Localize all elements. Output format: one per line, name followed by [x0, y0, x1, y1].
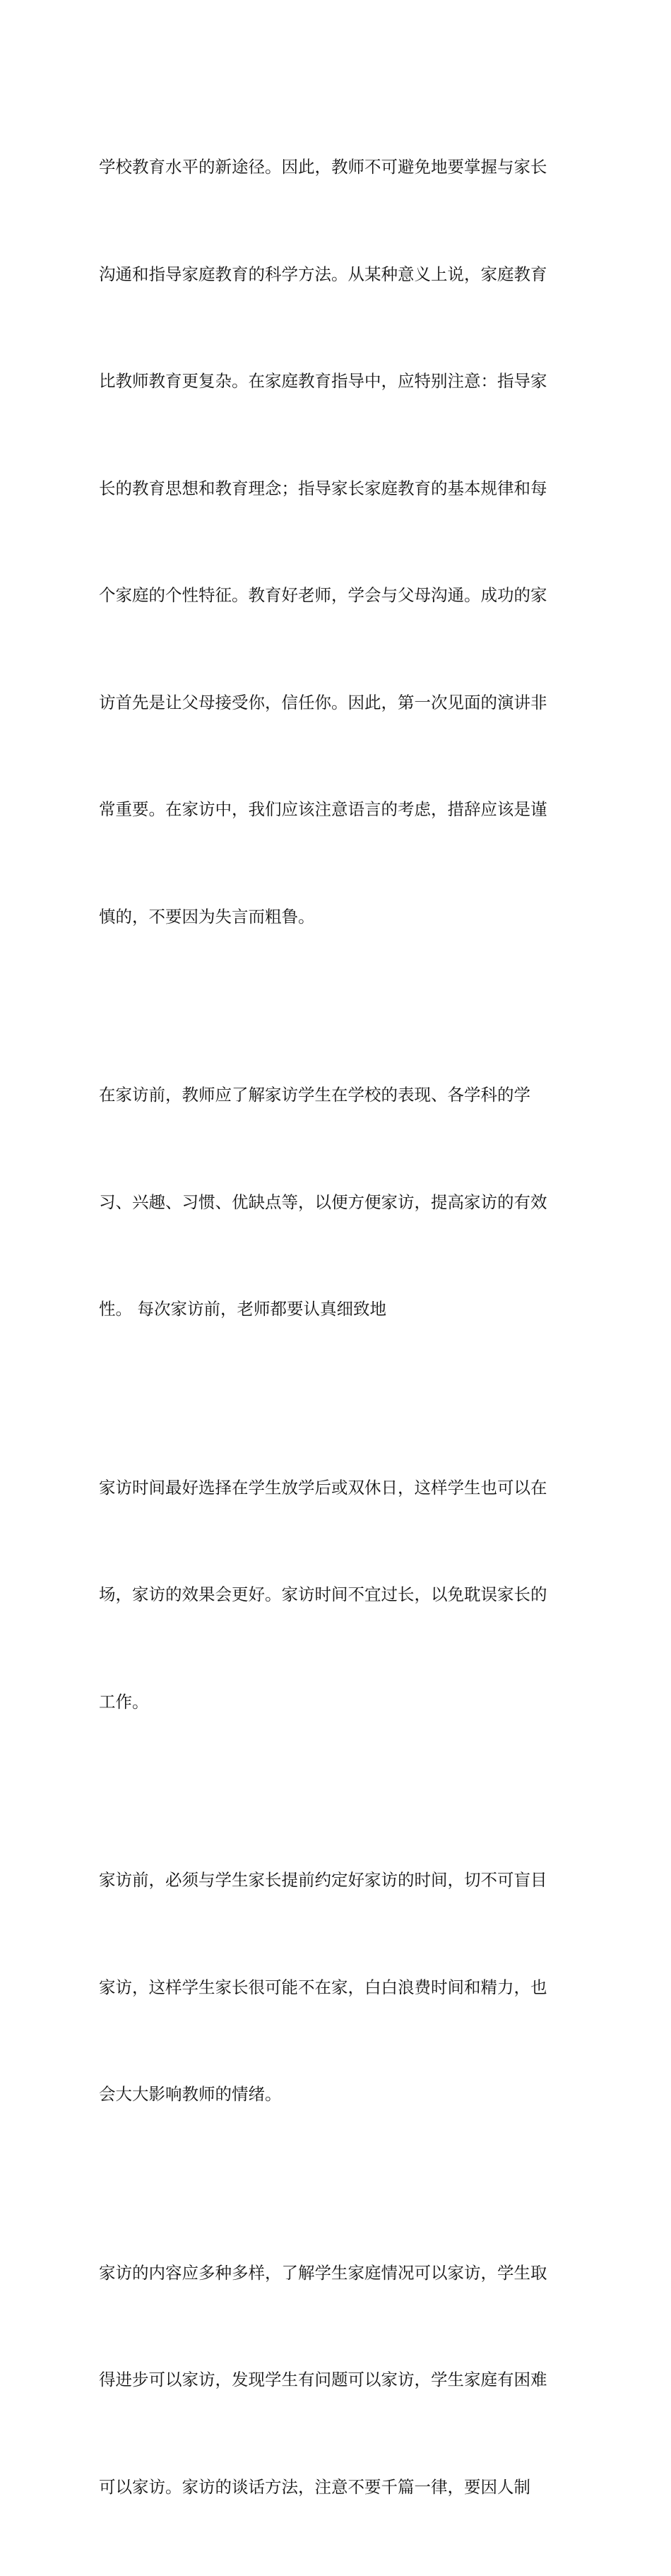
text-line: 比教师教育更复杂。在家庭教育指导中，应特别注意：指导家 [99, 363, 576, 399]
paragraph-1 [99, 78, 576, 1006]
paragraph-2 [99, 1006, 576, 1399]
text-line: 家访，这样学生家长很可能不在家，白白浪费时间和精力，也 [99, 1970, 576, 2006]
text-line: 家访的内容应多种多样，了解学生家庭情况可以家访，学生取 [99, 2255, 576, 2291]
text-line: 可以家访。家访的谈话方法，注意不要千篇一律，要因人制 [99, 2469, 576, 2505]
text-line: 在家访前，教师应了解家访学生在学校的表现、各学科的学 [99, 1077, 576, 1113]
text-line: 个家庭的个性特征。教育好老师，学会与父母沟通。成功的家 [99, 577, 576, 613]
text-line: 家访前，必须与学生家长提前约定好家访的时间，切不可盲目 [99, 1862, 576, 1898]
paragraph-3 [99, 1399, 576, 1792]
text-line: 习、兴趣、习惯、优缺点等，以便方便家访，提高家访的有效 [99, 1184, 576, 1221]
text-line: 得进步可以家访，发现学生有问题可以家访，学生家庭有困难 [99, 2362, 576, 2398]
text-line: 学校教育水平的新途径。因此，教师不可避免地要掌握与家长 [99, 149, 576, 185]
text-line: 慎的，不要因为失言而粗鲁。 [99, 899, 576, 935]
text-line: 长的教育思想和教育理念；指导家长家庭教育的基本规律和每 [99, 471, 576, 507]
text-line: 工作。 [99, 1684, 576, 1720]
text-line: 常重要。在家访中，我们应该注意语言的考虑，措辞应该是谨 [99, 792, 576, 828]
paragraph-4 [99, 1791, 576, 2184]
paragraph-5 [99, 2184, 576, 2576]
text-line: 会大大影响教师的情绪。 [99, 2076, 576, 2112]
text-line: 家访时间最好选择在学生放学后或双休日，这样学生也可以在 [99, 1470, 576, 1506]
document-body [99, 78, 576, 2576]
text-line: 场，家访的效果会更好。家访时间不宜过长，以免耽误家长的 [99, 1577, 576, 1613]
document-page [0, 0, 671, 869]
text-line: 访首先是让父母接受你，信任你。因此，第一次见面的演讲非 [99, 685, 576, 721]
text-line: 沟通和指导家庭教育的科学方法。从某种意义上说，家庭教育 [99, 257, 576, 293]
text-line: 性。 每次家访前，老师都要认真细致地 [99, 1291, 576, 1327]
